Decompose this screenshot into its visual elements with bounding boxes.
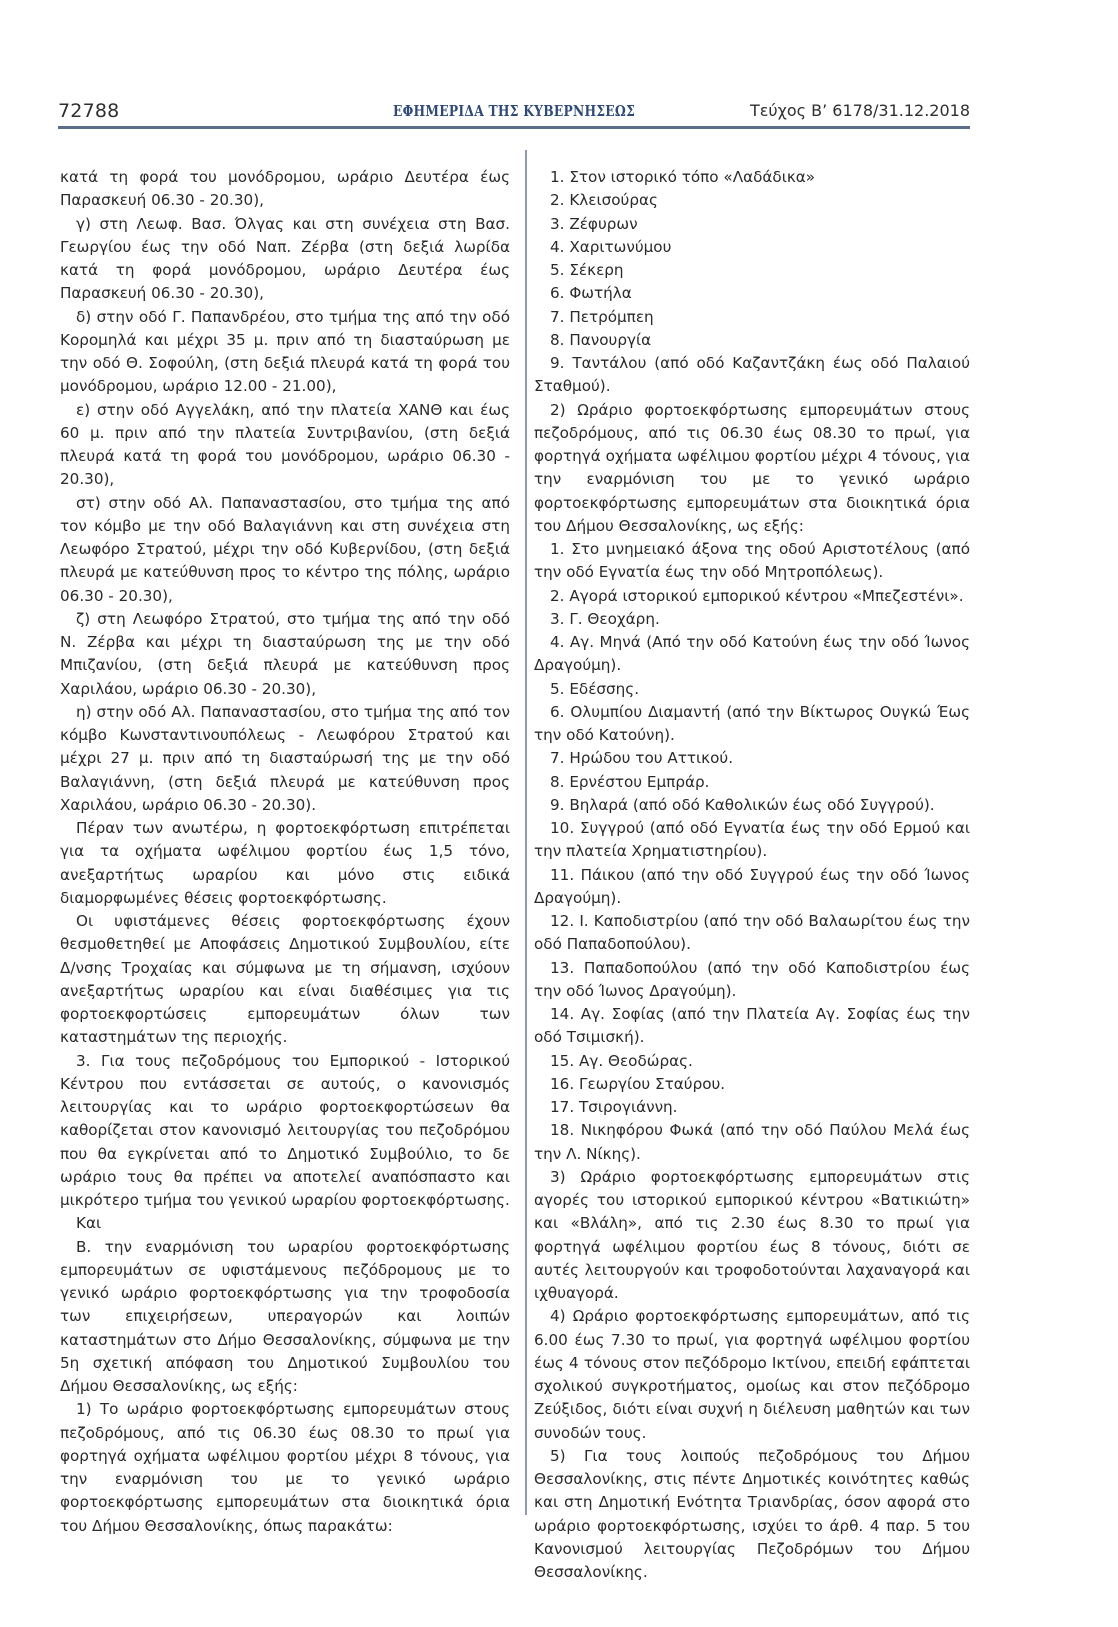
paragraph: 12. Ι. Καποδιστρίου (από την οδό Βαλαωρίτου έως την οδό Παπαδοπούλου). <box>534 912 970 954</box>
paragraph: Οι υφιστάμενες θέσεις φορτοεκφόρτωσης έχουν θεσμοθετηθεί με Αποφάσεις Δημοτικού Συμβουλίου, είτε Δ/νσης Τροχαίας και σύμφωνα με τη σήμανση, ισχύουν ανεξαρτήτως ωραρίου και είναι διαθέσιμες για τις φορτοεκφορτώσεις εμπορευμάτων όλων των καταστημάτων της περιοχής. <box>60 912 510 1047</box>
paragraph: 5) Για τους λοιπούς πεζοδρόμους του Δήμου Θεσσαλονίκης, στις πέντε Δημοτικές κοινότητες καθώς και στη Δημοτική Ενότητα Τριανδρίας, όσον αφορά στο ωράριο φορτοεκφόρτωσης, ισχύει το άρθ. 4 παρ. 5 του Κανονισμού λειτουργίας Πεζοδρόμων του Δήμου Θεσσαλονίκης. <box>534 1446 970 1581</box>
left-column <box>60 166 510 1538</box>
paragraph: 10. Συγγρού (από οδό Εγνατία έως την οδό Ερμού και την πλατεία Χρηματιστηρίου). <box>534 819 970 861</box>
paragraph: 16. Γεωργίου Σταύρου. <box>550 1074 726 1093</box>
paragraph: 5. Σέκερη <box>550 261 624 279</box>
paragraph: 3. Γ. Θεοχάρη. <box>550 609 660 628</box>
paragraph: ζ) στη Λεωφόρο Στρατού, στο τμήμα της από την οδό Ν. Ζέρβα και μέχρι τη διασταύρωση της με την οδό Μπιζανίου, (στη δεξιά πλευρά με κατεύθυνση προς Χαριλάου, ωράριο 06.30 - 20.30), <box>60 609 510 698</box>
paragraph: 2) Ωράριο φορτοεκφόρτωσης εμπορευμάτων στους πεζοδρόμους, από τις 06.30 έως 08.30 το πρωί, για φορτηγά οχήματα ωφέλιμου φορτίου μέχρι 4 τόνους, για την εναρμόνιση του με το γενικό ωράριο φορτοεκφόρτωσης εμπορευμάτων στα διοικητικά όρια του Δήμου Θεσσαλονίκης, ως εξής: <box>534 400 970 535</box>
paragraph: 8. Πανουργία <box>550 330 652 349</box>
paragraph: 1) Το ωράριο φορτοεκφόρτωσης εμπορευμάτων στους πεζοδρόμους, από τις 06.30 έως 08.30 το πρωί για φορτηγά οχήματα ωφέλιμου φορτίου μέχρι 8 τόνους, για την εναρμόνιση του με το γενικό ωράριο φορτοεκφόρτωσης εμπορευμάτων στα διοικητικά όρια του Δήμου Θεσσαλονίκης, όπως παρακάτω: <box>60 1400 510 1535</box>
publication-title: ΕΦΗΜΕΡΙΔΑ ΤΗΣ ΚΥΒΕΡΝΗΣΕΩΣ <box>392 102 636 120</box>
paragraph: 13. Παπαδοπούλου (από την οδό Καποδιστρίου έως την οδό Ίωνος Δραγούμη). <box>534 958 970 1000</box>
paragraph: 4) Ωράριο φορτοεκφόρτωσης εμπορευμάτων, από τις 6.00 έως 7.30 το πρωί, για φορτηγά ωφέλιμου φορτίου έως 4 τόνους στον πεζόδρομο Ικτίνου, επειδή εφάπτεται σχολικού συγκροτήματος, ομοίως και στον πεζόδρομο Ζεύξιδος, διότι είναι συχνή η διέλευση μαθητών και των συνοδών τους. <box>534 1307 970 1442</box>
page-header <box>58 100 970 124</box>
paragraph: 2. Κλεισούρας <box>550 191 658 210</box>
paragraph: ε) στην οδό Αγγελάκη, από την πλατεία ΧΑΝΘ και έως 60 μ. πριν από την πλατεία Συντριβανίου, (στη δεξιά πλευρά κατά τη φορά του μονόδρομου, ωράριο 06.30 - 20.30), <box>60 400 510 489</box>
paragraph: 9. Ταντάλου (από οδό Καζαντζάκη έως οδό Παλαιού Σταθμού). <box>534 354 970 396</box>
paragraph: 3) Ωράριο φορτοεκφόρτωσης εμπορευμάτων στις αγορές του ιστορικού εμπορικού κέντρου «Βατικιώτη» και «Βλάλη», από τις 2.30 έως 8.30 το πρωί για φορτηγά ωφέλιμου φορτίου έως 8 τόνους, διότι σε αυτές λειτουργούν και τροφοδοτούνται λαχαναγορά και ιχθυαγορά. <box>534 1167 970 1302</box>
paragraph: 4. Αγ. Μηνά (Από την οδό Κατούνη έως την οδό Ίωνος Δραγούμη). <box>534 633 970 675</box>
paragraph: Και <box>76 1214 102 1233</box>
page-number: 72788 <box>58 100 120 122</box>
paragraph: 17. Τσιρογιάννη. <box>550 1098 678 1116</box>
paragraph: 3. Ζέφυρων <box>550 214 638 233</box>
paragraph: 11. Πάικου (από την οδό Συγγρού έως την οδό Ίωνος Δραγούμη). <box>534 865 970 907</box>
paragraph: Β. την εναρμόνιση του ωραρίου φορτοεκφόρτωσης εμπορευμάτων σε υφιστάμενους πεζόδρομους με το γενικό ωράριο φορτοεκφόρτωσης για την τροφοδοσία των επιχειρήσεων, υπεραγορών και λοιπών καταστημάτων στο Δήμο Θεσσαλονίκης, σύμφωνα με την 5η σχετική απόφαση του Δημοτικού Συμβουλίου του Δήμου Θεσσαλονίκης, ως εξής: <box>60 1237 510 1395</box>
paragraph: στ) στην οδό Αλ. Παπαναστασίου, στο τμήμα της από τον κόμβο με την οδό Βαλαγιάννη και στη συνέχεια στη Λεωφόρο Στρατού, μέχρι την οδό Κυβερνίδου, (στη δεξιά πλευρά με κατεύθυνση προς το κέντρο της πόλης, ωράριο 06.30 - 20.30), <box>60 493 510 605</box>
paragraph: 6. Ολυμπίου Διαμαντή (από την Βίκτωρος Ουγκώ Έως την οδό Κατούνη). <box>534 702 970 744</box>
paragraph: η) στην οδό Αλ. Παπαναστασίου, στο τμήμα της από τον κόμβο Κωνσταντινουπόλεως - Λεωφόρου Στρατού και μέχρι 27 μ. πριν από τη διασταύρωσή της με την οδό Βαλαγιάννη, (στη δεξιά πλευρά με κατεύθυνση προς Χαριλάου, ωράριο 06.30 - 20.30). <box>60 702 510 814</box>
paragraph: 15. Αγ. Θεοδώρας. <box>550 1051 693 1070</box>
paragraph: δ) στην οδό Γ. Παπανδρέου, στο τμήμα της από την οδό Κορομηλά και μέχρι 35 μ. πριν από τη διασταύρωση με την οδό Θ. Σοφούλη, (στη δεξιά πλευρά κατά τη φορά του μονόδρομου, ωράριο 12.00 - 21.00), <box>60 307 510 396</box>
paragraph: 7. Πετρόμπεη <box>550 307 654 326</box>
paragraph: κατά τη φορά του μονόδρομου, ωράριο Δευτέρα έως Παρασκευή 06.30 - 20.30), <box>60 168 510 210</box>
paragraph: 8. Ερνέστου Εμπράρ. <box>550 772 710 791</box>
paragraph: 4. Χαριτωνύμου <box>550 237 672 256</box>
paragraph: 1. Στον ιστορικό τόπο «Λαδάδικα» <box>550 168 816 186</box>
column-divider <box>525 150 527 1515</box>
paragraph: 5. Εδέσσης. <box>550 679 640 698</box>
paragraph: 9. Βηλαρά (από οδό Καθολικών έως οδό Συγγρού). <box>550 795 935 814</box>
paragraph: 18. Νικηφόρου Φωκά (από την οδό Παύλου Μελά έως την Λ. Νίκης). <box>534 1121 970 1163</box>
right-column <box>534 166 970 1584</box>
paragraph: 14. Αγ. Σοφίας (από την Πλατεία Αγ. Σοφίας έως την οδό Τσιμισκή). <box>534 1005 970 1047</box>
header-rule <box>58 126 970 129</box>
paragraph: 1. Στο μνημειακό άξονα της οδού Αριστοτέλους (από την οδό Εγνατία έως την οδό Μητροπόλεως). <box>534 540 970 582</box>
paragraph: Πέραν των ανωτέρω, η φορτοεκφόρτωση επιτρέπεται για τα οχήματα ωφέλιμου φορτίου έως 1,5 τόνο, ανεξαρτήτως ωραρίου και μόνο στις ειδικά διαμορφωμένες θέσεις φορτοεκφόρτωσης. <box>60 819 510 907</box>
paragraph: 7. Ηρώδου του Αττικού. <box>550 749 734 768</box>
paragraph: 3. Για τους πεζοδρόμους του Εμπορικού - Ιστορικού Κέντρου που εντάσσεται σε αυτούς, ο κανονισμός λειτουργίας και το ωράριο φορτοεκφορτώσεων θα καθορίζεται στον κανονισμό λειτουργίας του πεζοδρόμου που θα εγκρίνεται από το Δημοτικό Συμβούλιο, το δε ωράριο τους θα πρέπει να αποτελεί αναπόσπαστο και μικρότερο τμήμα του γενικού ωραρίου φορτοεκφόρτωσης. <box>60 1051 510 1209</box>
paragraph: 6. Φωτήλα <box>550 284 632 303</box>
issue-reference: Τεύχος Β’ 6178/31.12.2018 <box>749 101 970 120</box>
paragraph: 2. Αγορά ιστορικού εμπορικού κέντρου «Μπεζεστένι». <box>550 586 964 605</box>
paragraph: γ) στη Λεωφ. Βασ. Όλγας και στη συνέχεια στη Βασ. Γεωργίου έως την οδό Ναπ. Ζέρβα (στη δεξιά λωρίδα κατά τη φορά μονόδρομου, ωράριο Δευτέρα έως Παρασκευή 06.30 - 20.30), <box>60 214 510 303</box>
